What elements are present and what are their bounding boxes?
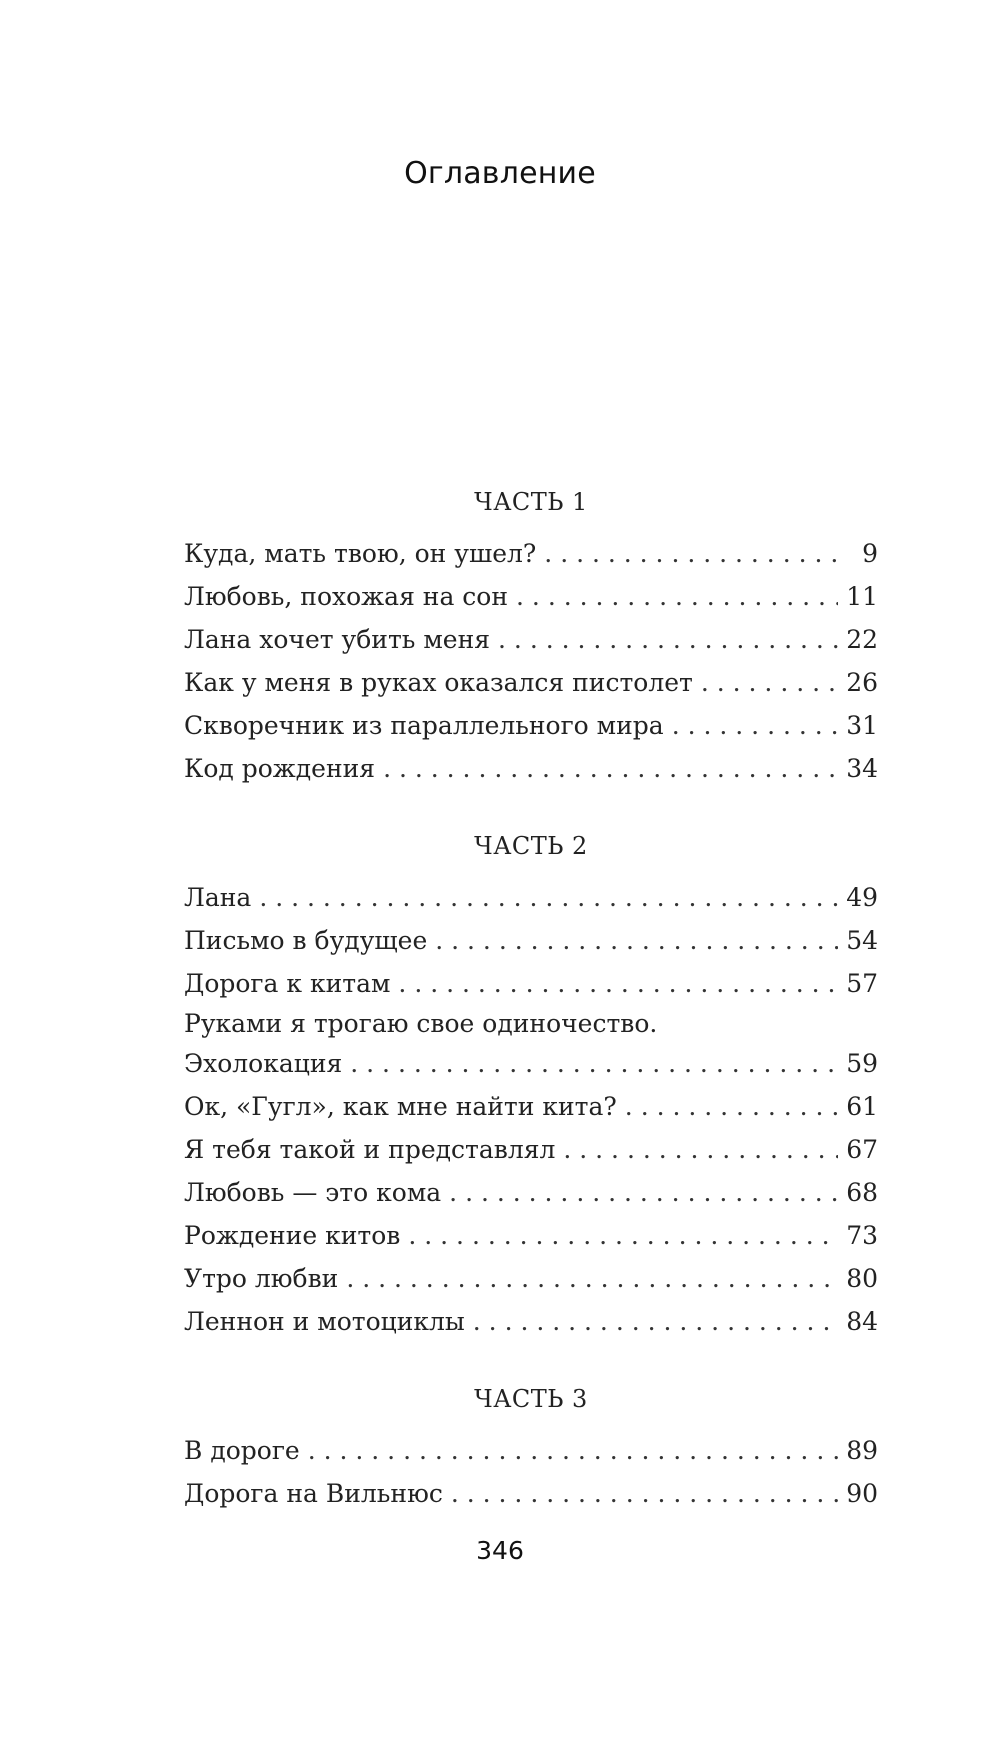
toc-entry [184,704,878,747]
entry-page: 84 [846,1307,878,1336]
dot-leader [473,1300,838,1343]
entry-title: В дороге [184,1436,300,1465]
part-heading: ЧАСТЬ 2 [474,832,588,860]
entry-title-line1: Руками я трогаю свое одиночество. [184,1009,658,1038]
part-3 [184,1379,878,1515]
entry-page: 54 [846,926,878,955]
part-heading: ЧАСТЬ 3 [474,1385,588,1413]
toc-entry [184,1472,878,1515]
toc-entry [184,661,878,704]
entry-page: 59 [846,1049,878,1078]
entry-title: Дорога к китам [184,969,391,998]
entry-title: Скворечник из параллельного мира [184,711,664,740]
dot-leader [350,1042,838,1085]
entry-title: Любовь — это кома [184,1178,442,1207]
entry-title: Ок, «Гугл», как мне найти кита? [184,1092,617,1121]
dot-leader [408,1214,838,1257]
entry-page: 67 [846,1135,878,1164]
toc-entry [184,1257,878,1300]
dot-leader [449,1171,838,1214]
toc-entry [184,1128,878,1171]
toc-entry [184,1171,878,1214]
toc-entry [184,618,878,661]
entry-page: 73 [846,1221,878,1250]
entry-page: 11 [846,582,878,611]
entry-title: Эхолокация [184,1049,343,1078]
toc-entry [184,1300,878,1343]
toc-entry [184,1214,878,1257]
entry-title: Любовь, похожая на сон [184,582,509,611]
toc-entry [184,919,878,962]
dot-leader [516,575,838,618]
toc-entry [184,747,878,790]
dot-leader [308,1429,838,1472]
entry-page: 61 [846,1092,878,1121]
toc-entry [184,876,878,919]
toc-entry [184,962,878,1005]
entry-title: Утро любви [184,1264,339,1293]
entry-page: 68 [846,1178,878,1207]
page-number: 346 [476,1536,524,1565]
entry-title: Я тебя такой и представлял [184,1135,556,1164]
entry-title: Письмо в будущее [184,926,428,955]
dot-leader [435,919,838,962]
dot-leader [625,1085,838,1128]
entry-page: 9 [862,539,878,568]
part-2 [184,826,878,1343]
entry-page: 90 [846,1479,878,1508]
dot-leader [498,618,838,661]
dot-leader [259,876,838,919]
toc-entry [184,532,878,575]
entry-page: 89 [846,1436,878,1465]
dot-leader [451,1472,838,1515]
entry-title: Код рождения [184,754,376,783]
entry-title: Как у меня в руках оказался пистолет [184,668,693,697]
dot-leader [398,962,838,1005]
toc-entry [184,1085,878,1128]
entry-page: 80 [846,1264,878,1293]
entry-page: 57 [846,969,878,998]
toc-entry [184,1429,878,1472]
entry-page: 49 [846,883,878,912]
entry-title: Дорога на Вильнюс [184,1479,443,1508]
toc-entry [184,1005,878,1085]
dot-leader [346,1257,838,1300]
dot-leader [701,661,838,704]
entry-title: Куда, мать твою, он ушел? [184,539,537,568]
entry-title: Рождение китов [184,1221,401,1250]
entry-page: 34 [846,754,878,783]
part-heading: ЧАСТЬ 1 [474,488,588,516]
dot-leader [672,704,838,747]
entry-title: Леннон и мотоциклы [184,1307,465,1336]
entry-last-line [184,1042,878,1085]
dot-leader [563,1128,838,1171]
entry-title: Лана хочет убить меня [184,625,491,654]
table-of-contents [184,482,878,1515]
dot-leader [544,532,840,575]
entry-page: 31 [846,711,878,740]
dot-leader [383,747,838,790]
page-title: Оглавление [404,156,596,191]
entry-page: 22 [846,625,878,654]
part-1 [184,482,878,790]
entry-title: Лана [184,883,252,912]
entry-page: 26 [846,668,878,697]
toc-entry [184,575,878,618]
